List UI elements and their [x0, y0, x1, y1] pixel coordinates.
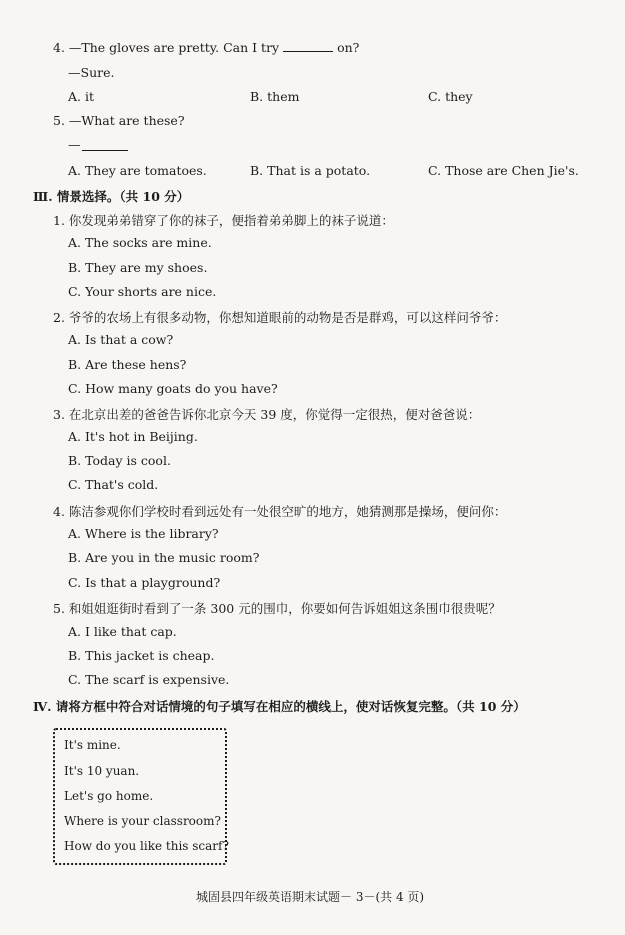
s3-q2-option-c: C. How many goats do you have? [68, 381, 278, 396]
s3-q4-option-c: C. Is that a playground? [68, 575, 221, 590]
s3-q4-option-b: B. Are you in the music room? [68, 550, 260, 565]
s3-q2-option-a: A. Is that a cow? [68, 332, 174, 347]
s3-q3-option-c: C. That's cold. [68, 477, 159, 492]
q4-stem-b: on? [337, 40, 360, 55]
page-footer: 城固县四年级英语期末试题－ 3－(共 4 页) [196, 890, 425, 904]
q4-blank [283, 41, 333, 52]
s3-q3-option-a: A. It's hot in Beijing. [68, 429, 198, 444]
s3-q3-option-b: B. Today is cool. [68, 453, 171, 468]
s3-q5-option-a: A. I like that cap. [68, 624, 177, 639]
s3-q2-option-b: B. Are these hens? [68, 357, 187, 372]
section-3-title: Ⅲ. 情景选择。（共 10 分） [33, 189, 190, 204]
s3-q5-option-c: C. The scarf is expensive. [68, 672, 230, 687]
q4-option-a: A. it [68, 89, 94, 104]
q4-option-b: B. them [250, 89, 300, 104]
box-item-2: It's 10 yuan. [64, 764, 140, 778]
s3-q4-stem: 4. 陈洁参观你们学校时看到远处有一处很空旷的地方，她猜测那是操场，便问你： [53, 504, 507, 519]
q4-stem-a: 4. —The gloves are pretty. Can I try [53, 40, 280, 55]
q4-stem [53, 40, 359, 55]
box-item-3: Let's go home. [64, 789, 154, 803]
q4-option-c: C. they [428, 89, 473, 104]
s3-q3-stem: 3. 在北京出差的爸爸告诉你北京今天 39 度，你觉得一定很热，便对爸爸说： [53, 407, 481, 422]
q5-option-b: B. That is a potato. [250, 163, 371, 178]
q4-reply: —Sure. [68, 65, 115, 80]
s3-q1-option-b: B. They are my shoes. [68, 260, 208, 275]
s3-q2-stem: 2. 爷爷的农场上有很多动物，你想知道眼前的动物是否是群鸡，可以这样问爷爷： [53, 310, 507, 325]
s3-q1-option-c: C. Your shorts are nice. [68, 284, 217, 299]
section-4-title: Ⅳ. 请将方框中符合对话情境的句子填写在相应的横线上，使对话恢复完整。（共 10 分） [33, 699, 526, 714]
q5-option-a: A. They are tomatoes. [68, 163, 207, 178]
s3-q4-option-a: A. Where is the library? [68, 526, 219, 541]
q5-stem: 5. —What are these? [53, 113, 185, 128]
q5-option-c: C. Those are Chen Jie's. [428, 163, 579, 178]
q5-reply-dash: — [68, 137, 81, 152]
s3-q5-stem: 5. 和姐姐逛街时看到了一条 300 元的围巾，你要如何告诉姐姐这条围巾很贵呢？ [53, 601, 501, 616]
box-item-4: Where is your classroom? [64, 814, 221, 828]
box-item-5: How do you like this scarf? [64, 839, 229, 853]
s3-q1-stem: 1. 你发现弟弟错穿了你的袜子，便指着弟弟脚上的袜子说道： [53, 213, 394, 228]
q5-blank [82, 150, 128, 151]
s3-q5-option-b: B. This jacket is cheap. [68, 648, 215, 663]
box-item-1: It's mine. [64, 738, 121, 752]
sentence-box [53, 728, 227, 865]
s3-q1-option-a: A. The socks are mine. [68, 235, 212, 250]
